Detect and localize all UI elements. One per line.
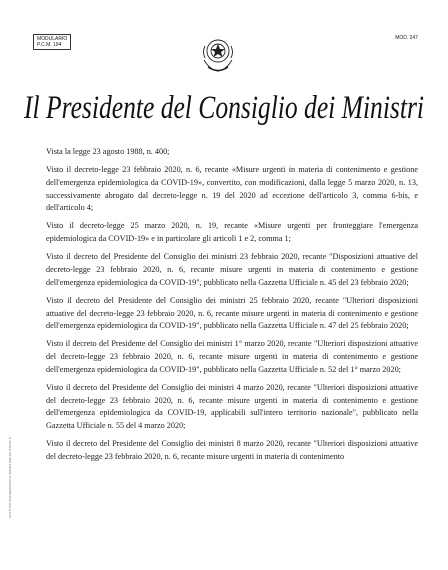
paragraph: Visto il decreto del Presidente del Consiglio dei ministri 4 marzo 2020, recante "Ulteriori disposizioni attuative del decreto-legge 23 febbraio 2020, n. 6, recante misure urgenti in materia di contenimento e gestione dell'emergenza epidemiologica da COVID-19, applicabili sull'intero territorio nazionale", pubblicato nella Gazzetta Ufficiale n. 55 del 4 marzo 2020; [46, 382, 418, 431]
paragraph: Visto il decreto-legge 23 febbraio 2020, n. 6, recante «Misure urgenti in materia di contenimento e gestione dell'emergenza epidemiologica da COVID-19», convertito, con modificazioni, dalla legge 5 marzo 2020, n. 13, successivamente abrogato dal decreto-legge n. 19 del 2020 ad eccezione dell'articolo 3, comma 6-bis, e dell'articolo 4; [46, 164, 418, 213]
paragraph: Visto il decreto del Presidente del Consiglio dei ministri 1° marzo 2020, recante "Ulteriori disposizioni attuative del decreto-legge 23 febbraio 2020, n. 6, recante misure urgenti in materia di contenimento e gestione dell'emergenza epidemiologica da COVID-19", pubblicato nella Gazzetta Ufficiale n. 52 del 1° marzo 2020; [46, 339, 418, 374]
paragraph: Visto il decreto-legge 25 marzo 2020, n. 19, recante «Misure urgenti per fronteggiare l'emergenza epidemiologica da COVID-19» e in particolare gli articoli 1 e 2, comma 1; [46, 221, 418, 244]
form-stamp [33, 34, 71, 50]
paragraph: Vista la legge 23 agosto 1988, n. 400; [46, 147, 170, 156]
document-body [46, 146, 418, 469]
paragraph: Visto il decreto del Presidente del Consiglio dei ministri 25 febbraio 2020, recante "Ulteriori disposizioni attuative del decreto-legge 23 febbraio 2020, n. 6, recante misure urgenti in materia di contenimento e gestione dell'emergenza epidemiologica da COVID-19", pubblicato nella Gazzetta Ufficiale n. 47 del 25 febbraio 2020; [46, 295, 418, 331]
paragraph: Visto il decreto del Presidente del Consiglio dei ministri 23 febbraio 2020, recante "Disposizioni attuative del decreto-legge 23 febbraio 2020, n. 6, recante misure urgenti in materia di contenimento e gestione dell'emergenza epidemiologica da COVID-19", pubblicato nella Gazzetta Ufficiale n. 45 del 23 febbraio 2020; [46, 252, 418, 287]
paragraph: Visto il decreto del Presidente del Consiglio dei ministri 8 marzo 2020, recante "Ulteriori disposizioni attuative del decreto-legge 23 febbraio 2020, n. 6, recante misure urgenti in materia di contenimento [46, 439, 418, 462]
stamp-line-2: P.C.M. 194 [37, 42, 62, 48]
stamp-line-1: MODULARIO [37, 36, 68, 42]
italian-republic-emblem-icon [200, 34, 236, 74]
header-title-text: Il Presidente del Consiglio dei Ministri [23, 90, 424, 126]
side-note: ISTITUTO POLIGRAFICO E ZECCA DELLO STATO S. [8, 436, 12, 518]
form-code: MOD. 247 [395, 35, 418, 41]
header-title [20, 78, 430, 134]
